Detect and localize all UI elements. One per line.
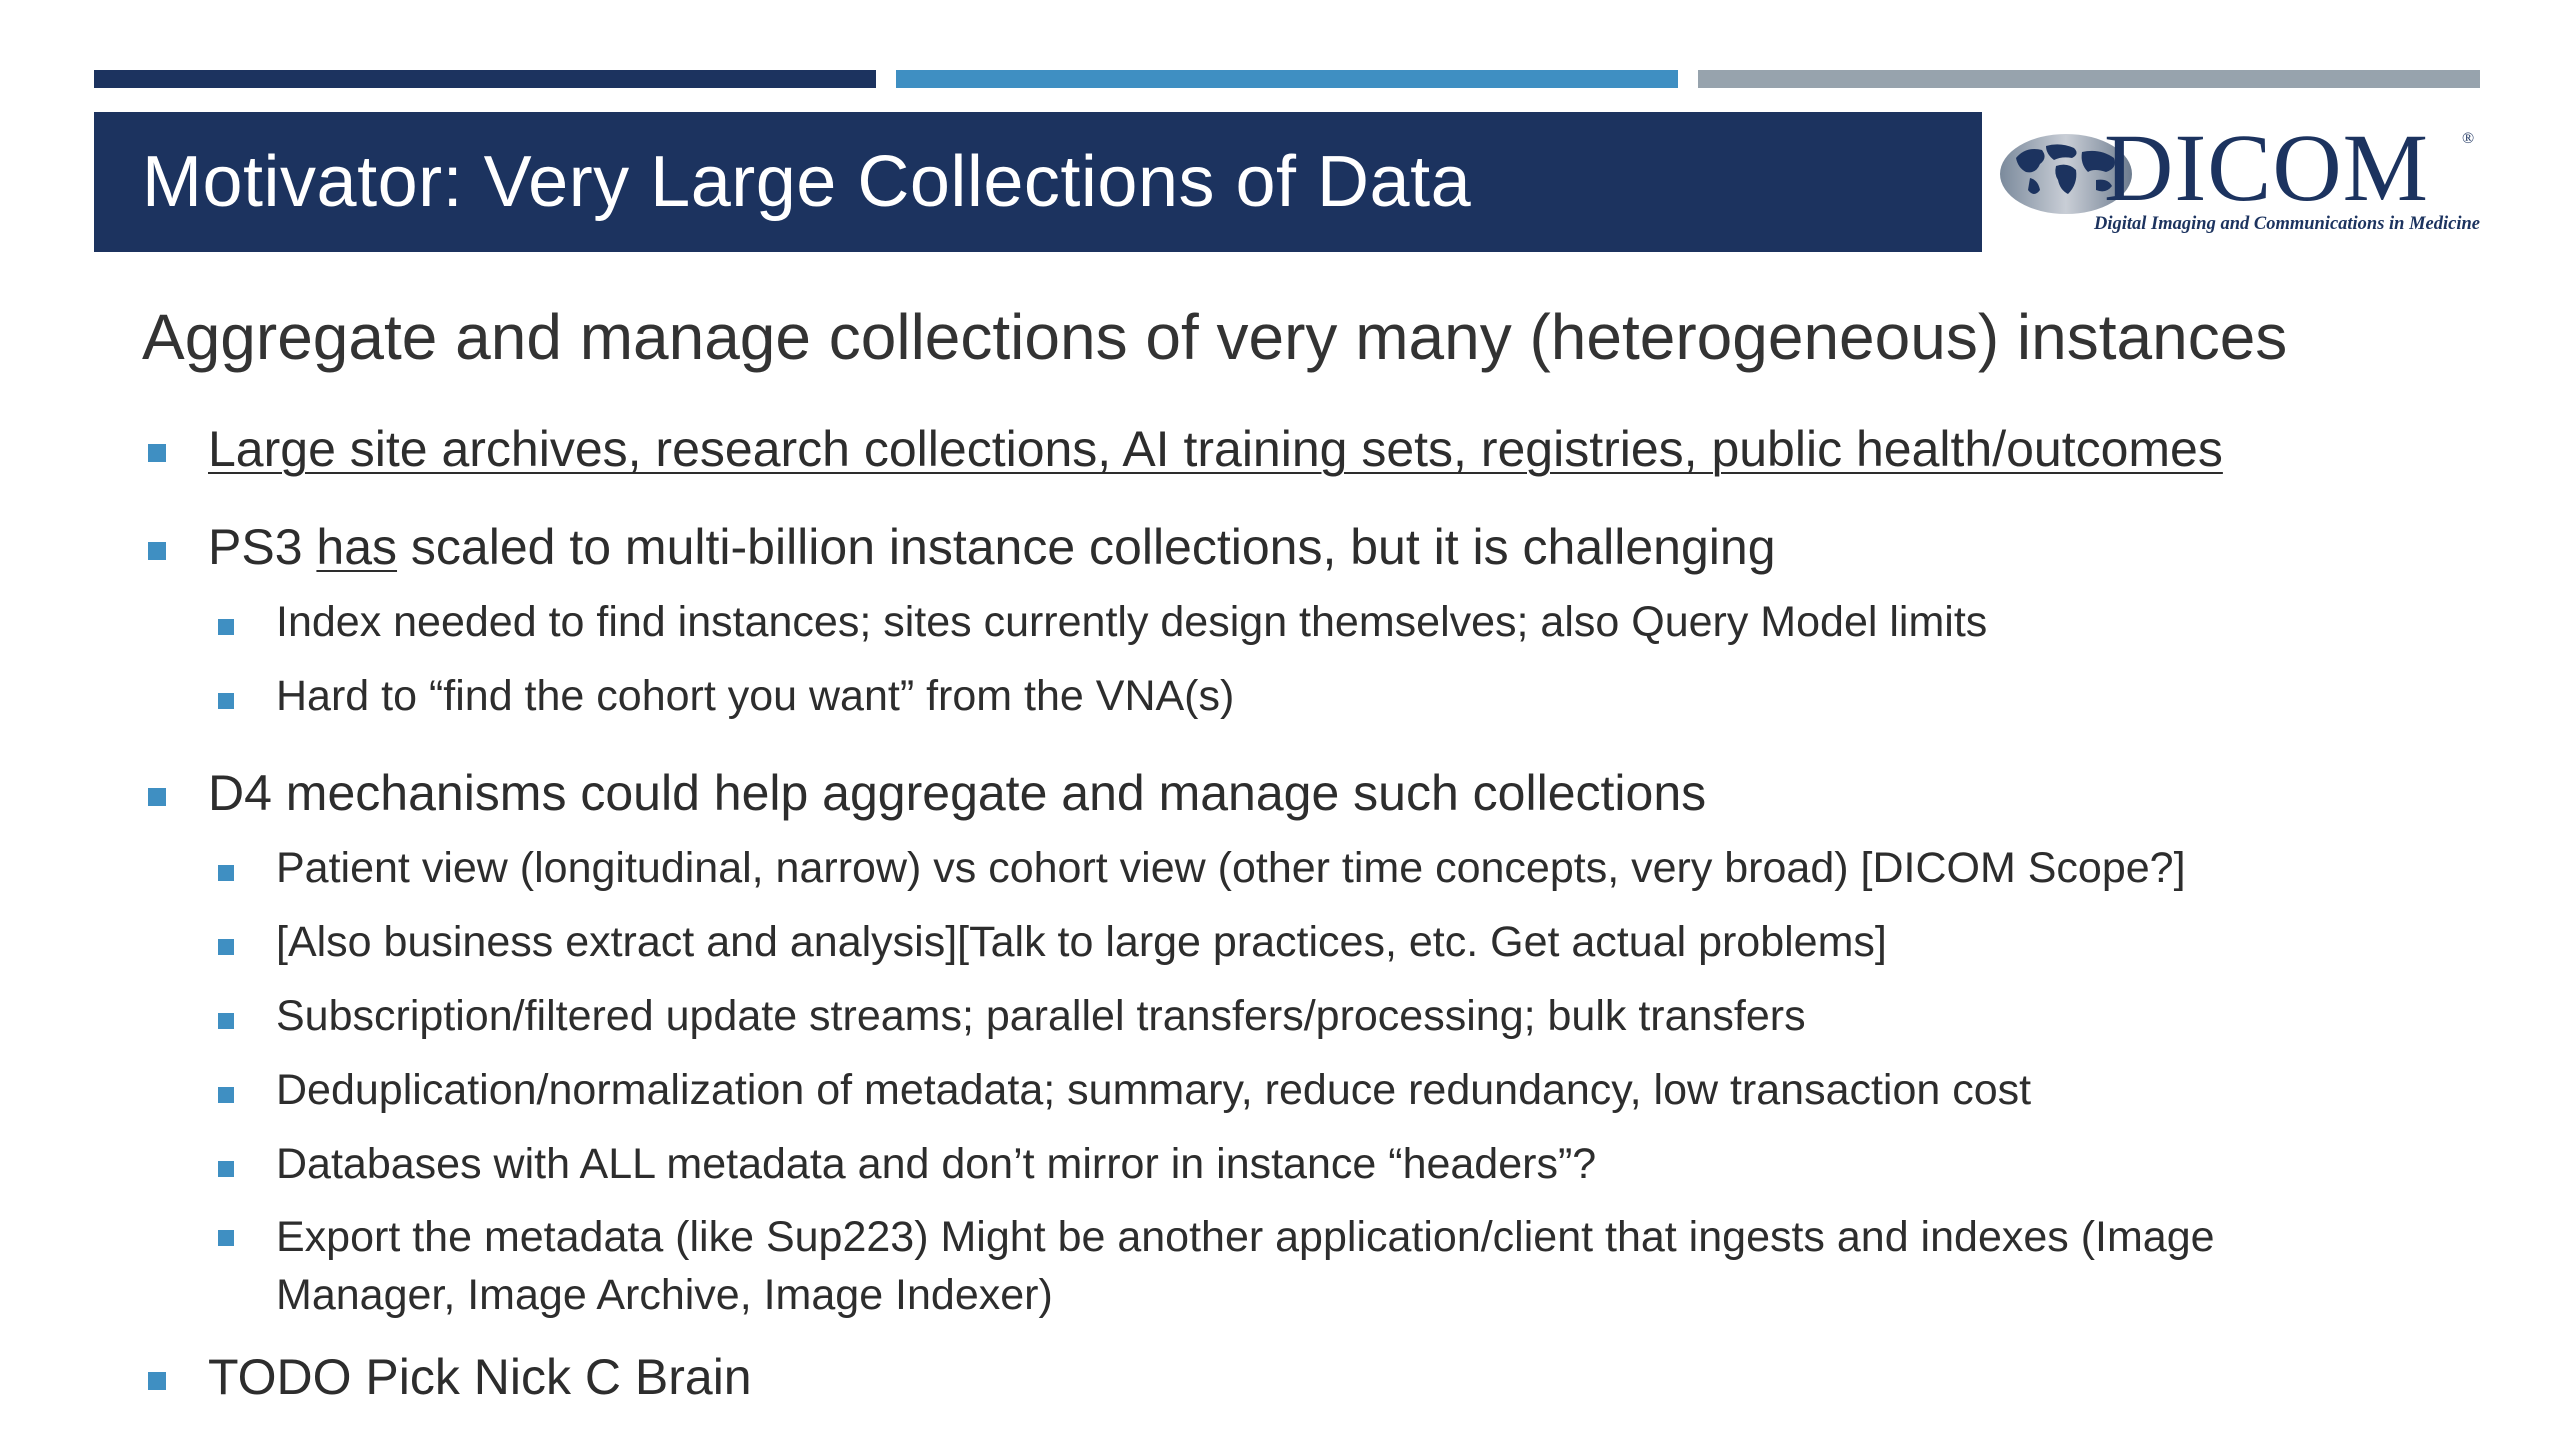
sub-bullet-item	[276, 992, 1806, 1041]
bullet-item	[208, 518, 1776, 576]
bullet-square-icon	[218, 865, 234, 881]
sub-bullet-item	[276, 1066, 2031, 1115]
sub-bullet-item	[276, 1140, 1596, 1189]
bullet-text-line-2: Manager, Image Archive, Image Indexer)	[276, 1271, 1053, 1319]
bullet-text: [Also business extract and analysis][Talk to large practices, etc. Get actual problems]	[276, 918, 1887, 966]
logo-tagline: Digital Imaging and Communications in Medicine	[2094, 214, 2480, 234]
sub-bullet-item	[276, 672, 1234, 721]
bullet-text: Databases with ALL metadata and don’t mirror in instance “headers”?	[276, 1140, 1597, 1188]
bullet-square-icon	[218, 1013, 234, 1029]
logo-wordmark: DICOM	[2104, 114, 2430, 221]
bullet-square-icon	[218, 1161, 234, 1177]
bullet-square-icon	[218, 693, 234, 709]
bullet-text-emphasis: has	[316, 519, 398, 575]
sub-bullet-item	[276, 1208, 2215, 1324]
content-heading: Aggregate and manage collections of very many (heterogeneous) instances	[142, 301, 2288, 373]
bullet-square-icon	[148, 788, 166, 806]
bullet-text: TODO Pick Nick C Brain	[208, 1349, 752, 1405]
logo-registered-mark: ®	[2462, 130, 2475, 147]
bullet-item	[208, 1348, 752, 1406]
bullet-text: Patient view (longitudinal, narrow) vs cohort view (other time concepts, very broad) [DICOM Scope?]	[276, 844, 2186, 892]
bullet-text: Deduplication/normalization of metadata; summary, reduce redundancy, low transaction cost	[276, 1066, 2032, 1114]
bullet-square-icon	[148, 542, 166, 560]
slide-title: Motivator: Very Large Collections of Data	[142, 142, 1472, 222]
sub-bullet-item	[276, 844, 2186, 893]
bullet-text: Hard to “find the cohort you want” from the VNA(s)	[276, 672, 1235, 720]
bullet-text: Subscription/filtered update streams; parallel transfers/processing; bulk transfers	[276, 992, 1806, 1040]
bullet-text-line-1: Export the metadata (like Sup223) Might be another application/client that ingests and indexes (Image	[276, 1213, 2215, 1261]
bullet-item	[208, 420, 2223, 478]
bullet-item	[208, 764, 1706, 822]
sub-bullet-item	[276, 598, 1987, 647]
bullet-square-icon	[148, 1372, 166, 1390]
bullet-square-icon	[218, 1230, 234, 1246]
bullet-square-icon	[218, 1087, 234, 1103]
bullet-text: scaled to multi-billion instance collections, but it is challenging	[397, 519, 1776, 575]
bullet-text: Large site archives, research collections, AI training sets, registries, public health/outcomes	[208, 421, 2223, 477]
bullet-text: PS3	[208, 519, 317, 575]
bullet-text: D4 mechanisms could help aggregate and manage such collections	[208, 765, 1707, 821]
bullet-square-icon	[148, 444, 166, 462]
sub-bullet-item	[276, 918, 1887, 967]
bullet-text: Index needed to find instances; sites currently design themselves; also Query Model limits	[276, 598, 1988, 646]
bullet-square-icon	[218, 939, 234, 955]
bullet-square-icon	[218, 619, 234, 635]
